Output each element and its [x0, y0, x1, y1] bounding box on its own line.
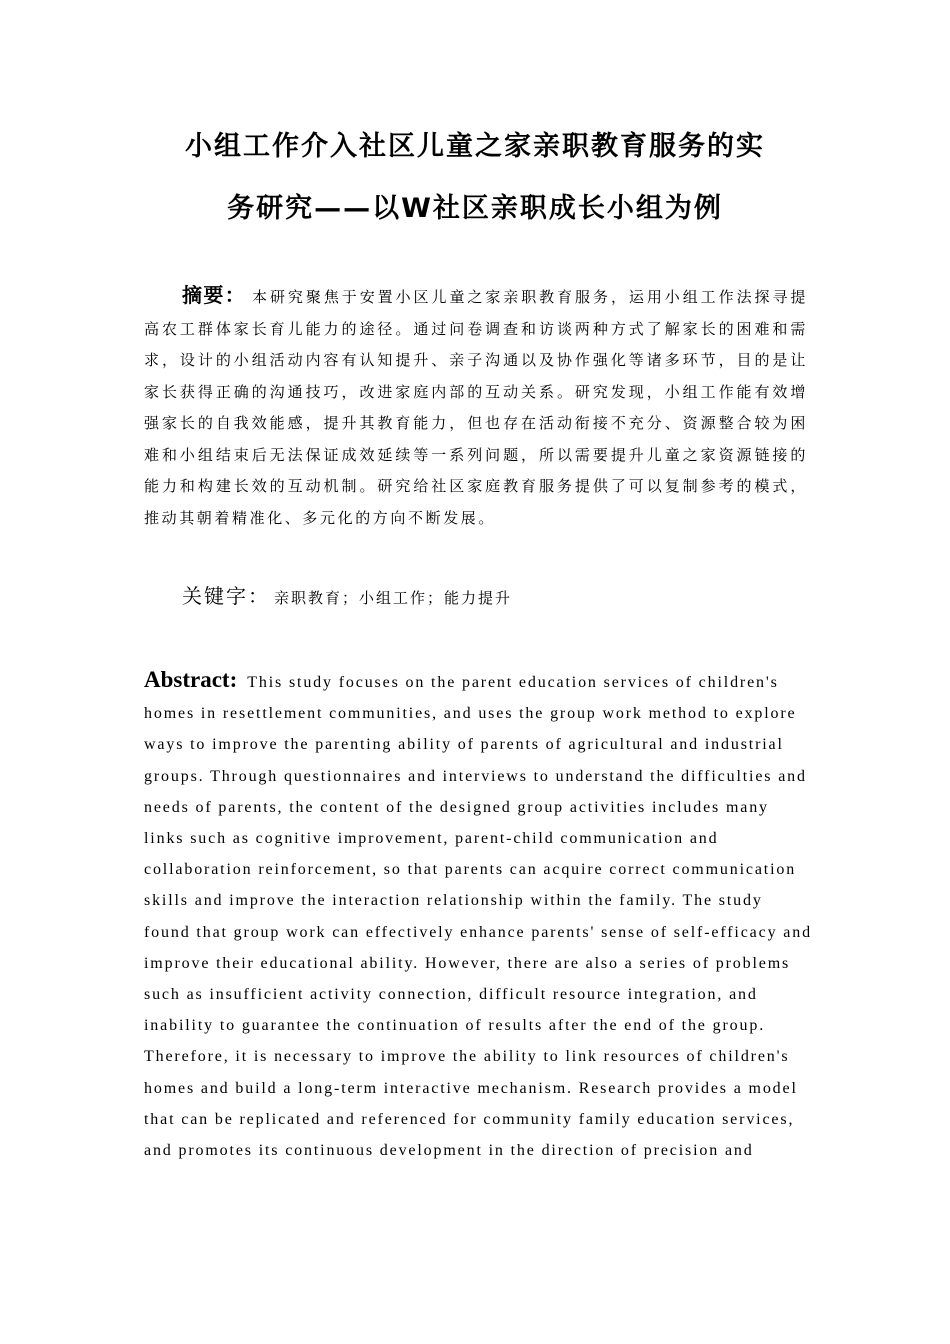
- paper-title-line-2: 务研究——以W社区亲职成长小组为例: [227, 193, 723, 224]
- keywords-label: 关键字：: [182, 584, 270, 608]
- keywords: [182, 580, 512, 609]
- chinese-abstract-label: 摘要：: [182, 283, 247, 307]
- english-abstract-text: This study focuses on the parent education services of children's homes in resettlement communities, and uses the group work method to explore ways to improve the parenting ability of parents of agricultural and industrial groups. Through questionnaires and interviews to understand the difficulties and needs of parents, the content of the designed group activities includes many links such as cognitive improvement, parent-child communication and collaboration reinforcement, so that parents can acquire correct communication skills and improve the interaction relationship within the family. The study found that group work can effectively enhance parents' sense of self-efficacy and improve their educational ability. However, there are also a series of problems such as insufficient activity connection, difficult resource integration, and inability to guarantee the continuation of results after the end of the group. Therefore, it is necessary to improve the ability to link resources of children's homes and build a long-term interactive mechanism. Research provides a model that can be replicated and referenced for community family education services, and promotes its continuous development in the direction of precision and: [144, 674, 812, 1160]
- keywords-text: 亲职教育；小组工作；能力提升: [274, 589, 513, 607]
- english-abstract-label: Abstract:: [144, 667, 238, 692]
- paper-title-line-1: 小组工作介入社区儿童之家亲职教育服务的实: [185, 131, 765, 162]
- chinese-abstract-text: 本研究聚焦于安置小区儿童之家亲职教育服务，运用小组工作法探寻提高农工群体家长育儿能力的途径。通过问卷调查和访谈两种方式了解家长的困难和需求，设计的小组活动内容有认知提升、亲子沟通以及协作强化等诸多环节，目的是让家长获得正确的沟通技巧，改进家庭内部的互动关系。研究发现，小组工作能有效增强家长的自我效能感，提升其教育能力，但也存在活动衔接不充分、资源整合较为困难和小组结束后无法保证成效延续等一系列问题，所以需要提升儿童之家资源链接的能力和构建长效的互动机制。研究给社区家庭教育服务提供了可以复制参考的模式，推动其朝着精准化、多元化的方向不断发展。: [144, 288, 809, 527]
- chinese-abstract: [144, 280, 808, 534]
- english-abstract: [144, 664, 812, 1166]
